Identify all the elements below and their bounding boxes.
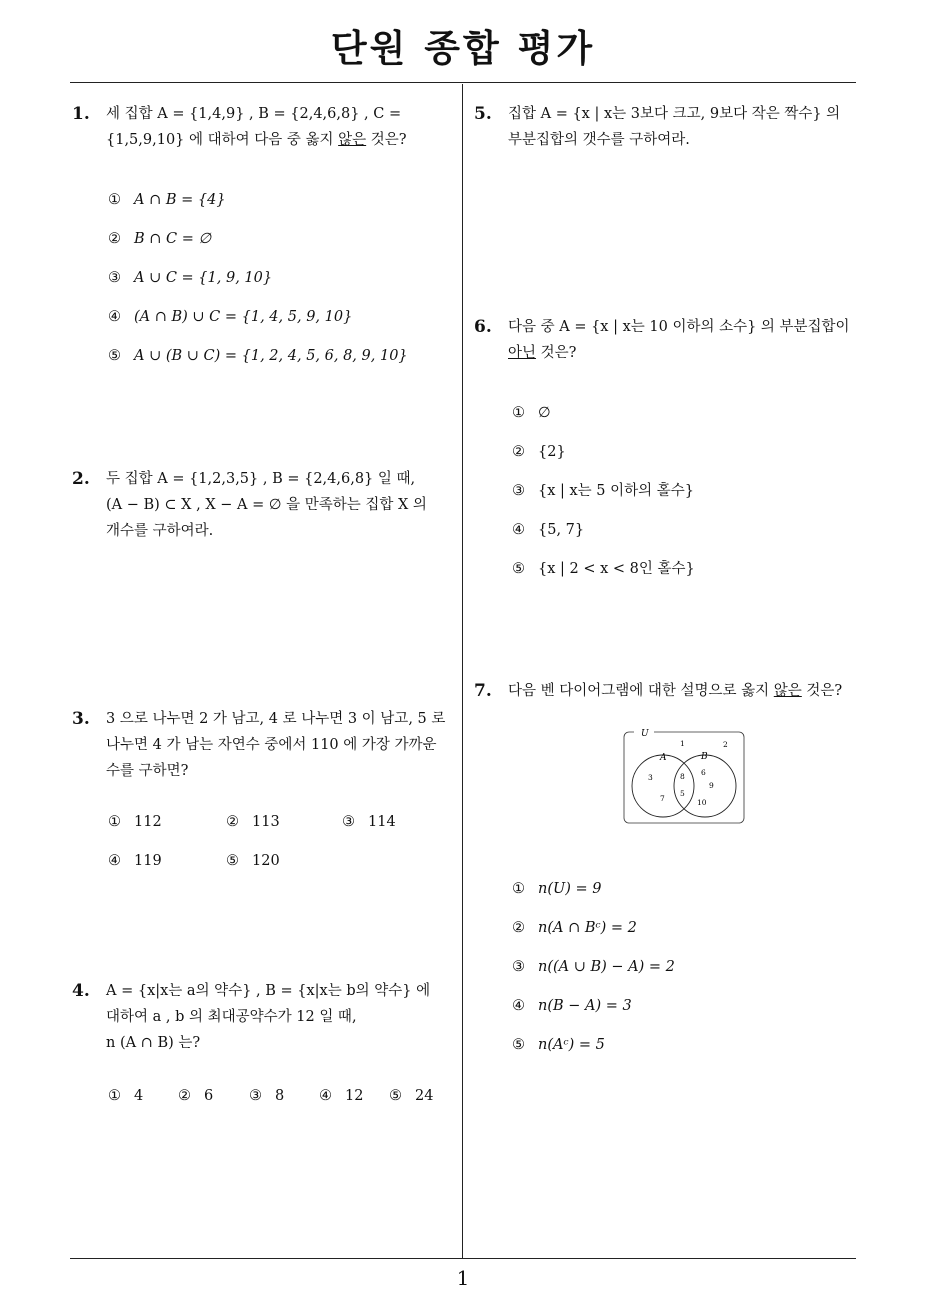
choice-text: 4 bbox=[134, 1088, 144, 1104]
choice-text: n((A ∪ B) − A) = 2 bbox=[538, 959, 675, 975]
q3-choices-row-2 bbox=[108, 853, 448, 879]
choice-text: {x | x는 5 이하의 홀수} bbox=[538, 483, 695, 499]
question-6 bbox=[474, 314, 858, 366]
choice-2[interactable] bbox=[512, 915, 675, 954]
choice-mark: ④ bbox=[108, 853, 121, 869]
question-text: 수를 구하면? bbox=[106, 763, 189, 779]
question-text: 대하여 a , b 의 최대공약수가 12 일 때, bbox=[106, 1009, 357, 1025]
text-segment: 다음 벤 다이어그램에 대한 설명으로 옳지 bbox=[508, 683, 774, 699]
set-b-circle bbox=[674, 755, 736, 817]
choice-mark: ③ bbox=[342, 814, 355, 830]
text-segment: 것은? bbox=[801, 683, 843, 699]
choice-text: 6 bbox=[204, 1088, 214, 1104]
question-text: 부분집합의 갯수를 구하여라. bbox=[508, 132, 690, 148]
question-text bbox=[508, 678, 858, 704]
question-number: 6. bbox=[474, 317, 492, 337]
choice-3[interactable] bbox=[512, 478, 695, 517]
choice-4[interactable] bbox=[512, 517, 695, 556]
choice-5[interactable] bbox=[512, 556, 695, 595]
choice-text: (A ∩ B) ∪ C = {1, 4, 5, 9, 10} bbox=[134, 309, 353, 325]
question-text: 3 으로 나누면 2 가 남고, 4 로 나누면 3 이 남고, 5 로 bbox=[106, 711, 446, 727]
question-text: 집합 A = {x | x는 3보다 크고, 9보다 작은 짝수} 의 bbox=[508, 106, 841, 122]
set-label-b: B bbox=[701, 752, 708, 762]
choice-mark: ③ bbox=[512, 483, 525, 499]
choice-4[interactable] bbox=[319, 1088, 363, 1104]
question-text: A = {x|x는 a의 약수} , B = {x|x는 b의 약수} 에 bbox=[106, 983, 431, 999]
choice-mark: ⑤ bbox=[226, 853, 239, 869]
question-text: n (A ∩ B) 는? bbox=[106, 1035, 201, 1051]
choice-mark: ④ bbox=[319, 1088, 332, 1104]
choice-text: n(U) = 9 bbox=[538, 881, 602, 897]
choice-mark: ② bbox=[512, 444, 525, 460]
underlined-word: 아닌 bbox=[508, 345, 537, 361]
choice-text: {2} bbox=[538, 444, 566, 460]
text-segment: 것은? bbox=[536, 345, 577, 361]
page-title: 단원 종합 평가 bbox=[330, 27, 596, 70]
choice-mark: ④ bbox=[512, 998, 525, 1014]
choice-mark: ① bbox=[512, 881, 525, 897]
top-rule bbox=[70, 82, 856, 83]
element-b-only: 6 bbox=[701, 768, 706, 777]
question-2 bbox=[72, 466, 456, 544]
choice-mark: ⑤ bbox=[108, 348, 121, 364]
question-text: 다음 중 A = {x | x는 10 이하의 소수} 의 부분집합이 bbox=[508, 319, 850, 335]
choice-2[interactable] bbox=[108, 226, 408, 265]
element-b-only: 10 bbox=[697, 798, 707, 807]
choice-mark: ③ bbox=[249, 1088, 262, 1104]
choice-5[interactable] bbox=[389, 1088, 433, 1104]
choice-text: A ∩ B = {4} bbox=[134, 192, 226, 208]
element-outside: 2 bbox=[723, 740, 728, 749]
text-segment: {1,5,9,10} 에 대하여 다음 중 옳지 bbox=[106, 132, 339, 148]
element-intersection: 8 bbox=[680, 772, 685, 781]
choice-text: 114 bbox=[368, 814, 396, 830]
choice-2[interactable] bbox=[512, 439, 695, 478]
choice-mark: ① bbox=[108, 814, 121, 830]
question-1 bbox=[72, 101, 456, 153]
choice-mark: ② bbox=[512, 920, 525, 936]
choice-mark: ⑤ bbox=[512, 561, 525, 577]
choice-mark: ⑤ bbox=[389, 1088, 402, 1104]
choice-4[interactable] bbox=[108, 853, 162, 869]
venn-diagram bbox=[623, 728, 745, 824]
choice-5[interactable] bbox=[512, 1032, 675, 1071]
question-text: 세 집합 A = {1,4,9} , B = {2,4,6,8} , C = bbox=[106, 106, 402, 122]
choice-1[interactable] bbox=[108, 187, 408, 226]
choice-text: 119 bbox=[134, 853, 162, 869]
choice-5[interactable] bbox=[108, 343, 408, 382]
choice-text: n(Aᶜ) = 5 bbox=[538, 1037, 605, 1053]
choice-1[interactable] bbox=[512, 400, 695, 439]
question-7 bbox=[474, 678, 858, 704]
q3-choices-row-1 bbox=[108, 814, 448, 840]
q4-choices-row bbox=[108, 1088, 448, 1114]
choice-1[interactable] bbox=[108, 1088, 143, 1104]
choice-text: A ∪ C = {1, 9, 10} bbox=[134, 270, 273, 286]
choice-text: n(B − A) = 3 bbox=[538, 998, 632, 1014]
choice-2[interactable] bbox=[178, 1088, 213, 1104]
choice-text: 112 bbox=[134, 814, 162, 830]
choice-text: A ∪ (B ∪ C) = {1, 2, 4, 5, 6, 8, 9, 10} bbox=[134, 348, 408, 364]
question-number: 1. bbox=[72, 104, 90, 124]
choice-text: 113 bbox=[252, 814, 280, 830]
question-text: 개수를 구하여라. bbox=[106, 523, 214, 539]
choice-text: 24 bbox=[415, 1088, 434, 1104]
question-number: 5. bbox=[474, 104, 492, 124]
choice-mark: ③ bbox=[512, 959, 525, 975]
choice-2[interactable] bbox=[226, 814, 280, 830]
question-3 bbox=[72, 706, 456, 784]
q6-choices bbox=[512, 400, 695, 595]
choice-mark: ⑤ bbox=[512, 1037, 525, 1053]
question-text bbox=[508, 340, 858, 366]
choice-text: 12 bbox=[345, 1088, 364, 1104]
element-a-only: 7 bbox=[660, 794, 665, 803]
choice-5[interactable] bbox=[226, 853, 280, 869]
set-label-a: A bbox=[660, 753, 667, 763]
question-text bbox=[106, 127, 456, 153]
question-number: 4. bbox=[72, 981, 90, 1001]
choice-text: 8 bbox=[275, 1088, 285, 1104]
question-number: 2. bbox=[72, 469, 90, 489]
question-number: 7. bbox=[474, 681, 492, 701]
element-outside: 1 bbox=[680, 739, 685, 748]
choice-mark: ② bbox=[226, 814, 239, 830]
element-b-only: 9 bbox=[709, 781, 714, 790]
choice-text: {x | 2 < x < 8인 홀수} bbox=[538, 561, 695, 577]
choice-3[interactable] bbox=[249, 1088, 284, 1104]
choice-text: ∅ bbox=[538, 405, 551, 421]
choice-text: 120 bbox=[252, 853, 280, 869]
choice-3[interactable] bbox=[512, 954, 675, 993]
underlined-word: 않은 bbox=[773, 683, 802, 699]
choice-text: n(A ∩ Bᶜ) = 2 bbox=[538, 920, 637, 936]
choice-mark: ② bbox=[108, 231, 121, 247]
question-text: (A − B) ⊂ X , X − A = ∅ 을 만족하는 집합 X 의 bbox=[106, 497, 427, 513]
question-number: 3. bbox=[72, 709, 90, 729]
choice-1[interactable] bbox=[108, 814, 162, 830]
choice-3[interactable] bbox=[342, 814, 396, 830]
question-text: 나누면 4 가 남는 자연수 중에서 110 에 가장 가까운 bbox=[106, 737, 437, 753]
q1-choices bbox=[108, 187, 408, 382]
underlined-word: 않은 bbox=[338, 132, 367, 148]
element-a-only: 3 bbox=[648, 773, 653, 782]
column-divider bbox=[462, 84, 463, 1258]
question-text: 두 집합 A = {1,2,3,5} , B = {2,4,6,8} 일 때, bbox=[106, 471, 416, 487]
choice-mark: ③ bbox=[108, 270, 121, 286]
choice-mark: ① bbox=[512, 405, 525, 421]
choice-4[interactable] bbox=[108, 304, 408, 343]
choice-mark: ② bbox=[178, 1088, 191, 1104]
set-label-u: U bbox=[641, 729, 649, 739]
q7-choices bbox=[512, 876, 675, 1071]
text-segment: 것은? bbox=[366, 132, 407, 148]
element-intersection: 5 bbox=[680, 789, 685, 798]
page-number: 1 bbox=[456, 1266, 470, 1290]
bottom-rule bbox=[70, 1258, 856, 1259]
question-4 bbox=[72, 978, 456, 1056]
choice-mark: ① bbox=[108, 1088, 121, 1104]
question-5 bbox=[474, 101, 858, 153]
choice-mark: ④ bbox=[108, 309, 121, 325]
set-a-circle bbox=[632, 755, 694, 817]
choice-mark: ① bbox=[108, 192, 121, 208]
choice-text: {5, 7} bbox=[538, 522, 585, 538]
choice-1[interactable] bbox=[512, 876, 675, 915]
choice-mark: ④ bbox=[512, 522, 525, 538]
choice-4[interactable] bbox=[512, 993, 675, 1032]
choice-text: B ∩ C = ∅ bbox=[134, 231, 212, 247]
choice-3[interactable] bbox=[108, 265, 408, 304]
